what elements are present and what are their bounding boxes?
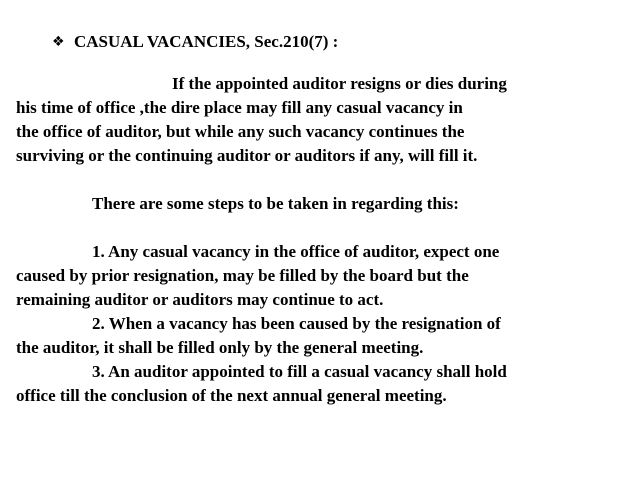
step-3-line: office till the conclusion of the next annual general meeting. — [16, 386, 447, 405]
heading-text: CASUAL VACANCIES, Sec.210(7) : — [74, 32, 339, 51]
step-1-line: remaining auditor or auditors may continue to act. — [16, 290, 384, 309]
step-2-line: the auditor, it shall be filled only by the general meeting. — [16, 338, 424, 357]
step-2-line: 2. When a vacancy has been caused by the resignation of — [92, 314, 501, 333]
slide-body — [16, 72, 616, 408]
step-1-line: caused by prior resignation, may be filled by the board but the — [16, 266, 469, 285]
paragraph-line: surviving or the continuing auditor or auditors if any, will fill it. — [16, 146, 478, 165]
slide-heading — [52, 32, 338, 52]
paragraph-line: If the appointed auditor resigns or dies during — [172, 74, 507, 93]
paragraph-line: his time of office ,the dire place may fill any casual vacancy in — [16, 98, 463, 117]
spacer — [16, 216, 616, 240]
diamond-bullet-icon — [52, 35, 66, 49]
step-1-line: 1. Any casual vacancy in the office of auditor, expect one — [92, 242, 500, 261]
paragraph-line: the office of auditor, but while any such vacancy continues the — [16, 122, 465, 141]
step-3-line: 3. An auditor appointed to fill a casual vacancy shall hold — [92, 362, 507, 381]
intro-line: There are some steps to be taken in regarding this: — [92, 194, 459, 213]
spacer — [16, 168, 616, 192]
